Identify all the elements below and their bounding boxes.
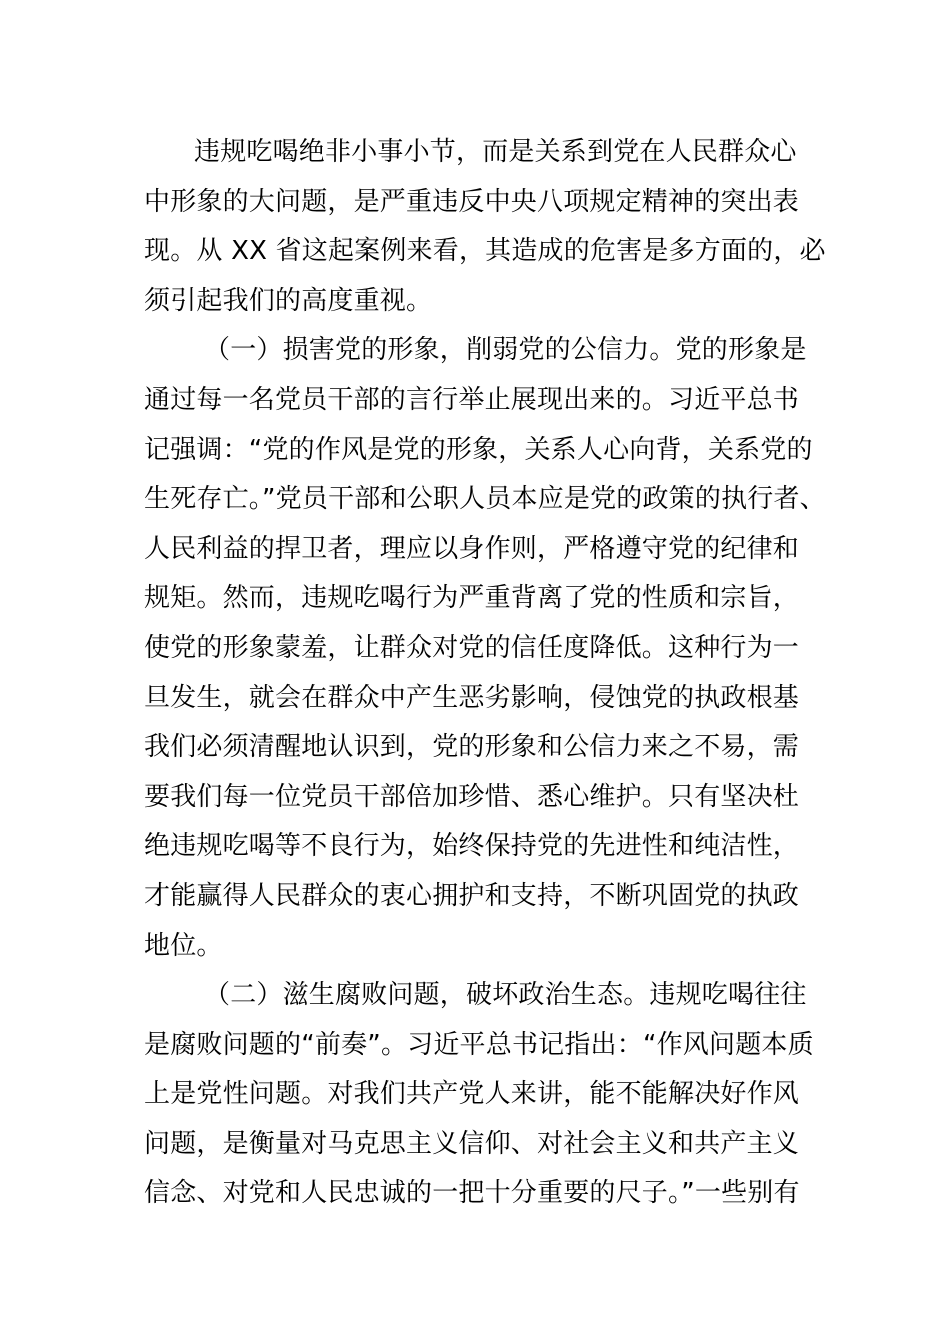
text-line: 旦发生，就会在群众中产生恶劣影响，侵蚀党的执政根基 [144, 682, 800, 713]
text-line: 规矩。然而，违规吃喝行为严重背离了党的性质和宗旨， [144, 583, 800, 614]
text-line: 须引起我们的高度重视。 [144, 285, 433, 316]
text-line: 生死存亡。”党员干部和公职人员本应是党的政策的执行者、 [144, 484, 826, 515]
text-line: 问题，是衡量对马克思主义信仰、对社会主义和共产主义 [144, 1128, 800, 1159]
section-heading-line: （一）损害党的形象，削弱党的公信力。党的形象是 [204, 335, 807, 366]
text-line: 地位。 [144, 930, 223, 961]
text-line: 我们必须清醒地认识到，党的形象和公信力来之不易，需 [144, 732, 800, 763]
section-heading-line: （二）滋生腐败问题，破坏政治生态。违规吃喝往往 [204, 980, 807, 1011]
text-line: 人民利益的捍卫者，理应以身作则，严格遵守党的纪律和 [144, 533, 800, 564]
text-line: 通过每一名党员干部的言行举止展现出来的。习近平总书 [144, 384, 800, 415]
text-line: 使党的形象蒙羞，让群众对党的信任度降低。这种行为一 [144, 632, 800, 663]
text-line: 是腐败问题的“前奏”。习近平总书记指出：“作风问题本质 [144, 1029, 814, 1060]
text-line: 违规吃喝绝非小事小节，而是关系到党在人民群众心 [194, 137, 797, 167]
text-line: 信念、对党和人民忠诚的一把十分重要的尺子。”一些别有 [144, 1178, 800, 1209]
text-line: 记强调：“党的作风是党的形象，关系人心向背，关系党的 [144, 434, 813, 465]
text-line: 现。从 XX 省这起案例来看，其造成的危害是多方面的，必 [144, 236, 826, 267]
text-line: 中形象的大问题，是严重违反中央八项规定精神的突出表 [144, 186, 800, 217]
text-line: 上是党性问题。对我们共产党人来讲，能不能解决好作风 [144, 1079, 800, 1110]
body-text [144, 128, 864, 1219]
text-line: 要我们每一位党员干部倍加珍惜、悉心维护。只有坚决杜 [144, 781, 800, 812]
text-line: 才能赢得人民群众的衷心拥护和支持，不断巩固党的执政 [144, 880, 800, 911]
text-line: 绝违规吃喝等不良行为，始终保持党的先进性和纯洁性， [144, 831, 800, 862]
